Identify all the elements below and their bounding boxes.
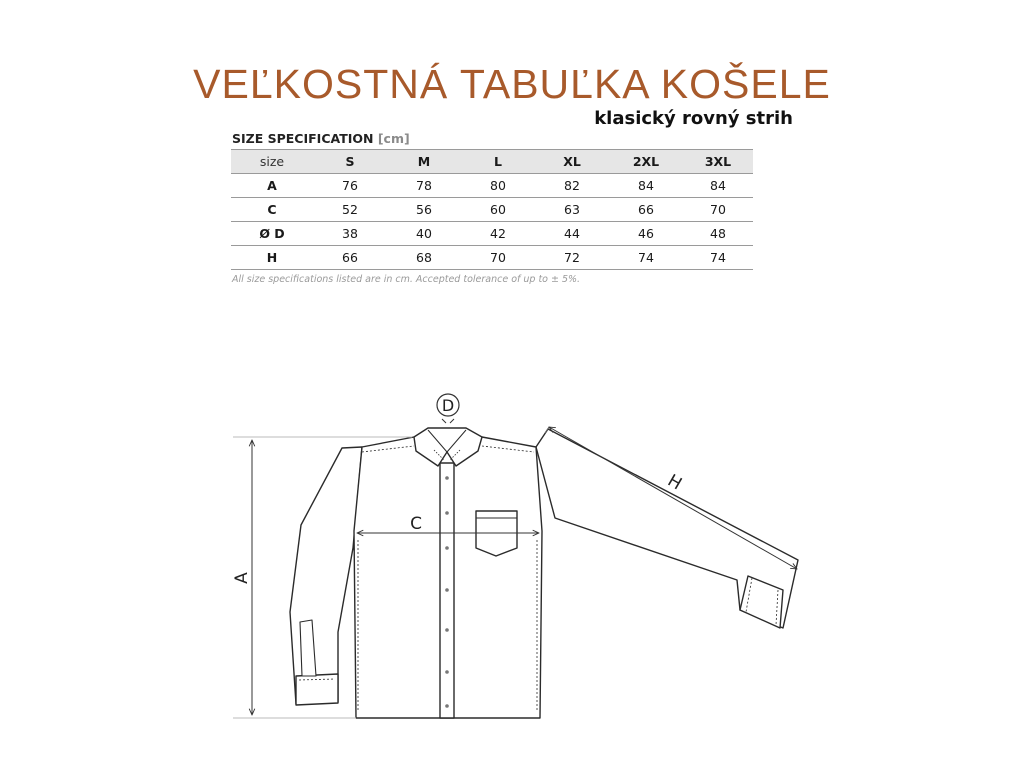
row-label: H bbox=[266, 250, 278, 265]
column-header: M bbox=[387, 150, 461, 174]
cuff-left bbox=[296, 674, 338, 705]
table-cell: 48 bbox=[710, 226, 726, 241]
table-cell: 74 bbox=[638, 250, 654, 265]
page-subtitle: klasický rovný strih bbox=[594, 108, 793, 129]
table-cell: 52 bbox=[342, 202, 358, 217]
column-header: L bbox=[461, 150, 535, 174]
column-header: 2XL bbox=[609, 150, 683, 174]
table-cell: 68 bbox=[416, 250, 432, 265]
table-cell: 66 bbox=[342, 250, 358, 265]
table-cell: 76 bbox=[342, 178, 358, 193]
spec-heading-unit: [cm] bbox=[377, 131, 410, 146]
label-d: D bbox=[441, 396, 455, 415]
sleeve-left bbox=[290, 447, 362, 704]
table-cell: 70 bbox=[490, 250, 506, 265]
row-label: C bbox=[267, 202, 277, 217]
table-cell: 44 bbox=[564, 226, 580, 241]
table-cell: 56 bbox=[416, 202, 432, 217]
column-header: S bbox=[313, 150, 387, 174]
table-cell: 80 bbox=[490, 178, 506, 193]
table-cell: 66 bbox=[638, 202, 654, 217]
label-h: H bbox=[663, 470, 686, 495]
table-cell: 74 bbox=[710, 250, 726, 265]
table-cell: 78 bbox=[416, 178, 432, 193]
table-cell: 82 bbox=[564, 178, 580, 193]
column-header: 3XL bbox=[683, 150, 753, 174]
table-cell: 84 bbox=[638, 178, 654, 193]
row-label: A bbox=[267, 178, 277, 193]
table-cell: 70 bbox=[710, 202, 726, 217]
table-cell: 60 bbox=[490, 202, 506, 217]
shirt-outline bbox=[290, 428, 798, 718]
row-label: Ø D bbox=[259, 226, 285, 241]
table-cell: 38 bbox=[342, 226, 358, 241]
table-cell: 46 bbox=[638, 226, 654, 241]
label-a: A bbox=[232, 572, 252, 584]
column-header: size bbox=[231, 150, 313, 174]
table-cell: 84 bbox=[710, 178, 726, 193]
table-cell: 72 bbox=[564, 250, 580, 265]
spec-heading-text: SIZE SPECIFICATION bbox=[232, 131, 374, 146]
table-cell: 63 bbox=[564, 202, 580, 217]
table-cell: 42 bbox=[490, 226, 506, 241]
page-title: VEĽKOSTNÁ TABUĽKA KOŠELE bbox=[193, 61, 831, 107]
table-cell: 40 bbox=[416, 226, 432, 241]
label-c: C bbox=[410, 514, 422, 534]
tolerance-note: All size specifications listed are in cm. Accepted tolerance of up to ± 5%. bbox=[232, 274, 581, 285]
column-header: XL bbox=[535, 150, 609, 174]
